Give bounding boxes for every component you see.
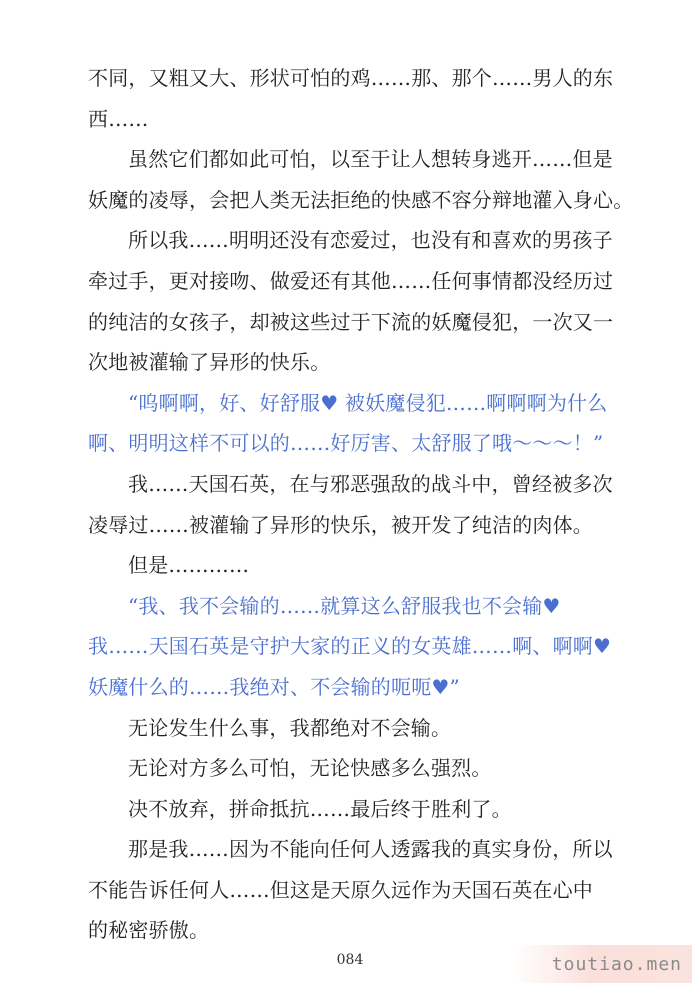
text-line: 牵过手，更对接吻、做爱还有其他……任何事情都没经历过 (88, 268, 614, 293)
dialogue-line: “我、我不会输的……就算这么舒服我也不会输♥ (128, 593, 561, 618)
text-line: 所以我……明明还没有恋爱过，也没有和喜欢的男孩子 (128, 228, 613, 253)
text-line: 次地被灌输了异形的快乐。 (88, 350, 331, 375)
text-line: 不能告诉任何人……但这是天原久远作为天国石英在心中 (88, 877, 593, 902)
dialogue-line: 妖魔什么的……我绝对、不会输的呃呃♥” (88, 674, 460, 699)
dialogue-line: 啊、明明这样不可以的……好厉害、太舒服了哦～～～！” (88, 431, 604, 456)
text-line: 那是我……因为不能向任何人透露我的真实身份，所以 (128, 837, 613, 862)
dialogue-line: “呜啊啊，好、好舒服♥ 被妖魔侵犯……啊啊啊为什么 (128, 390, 608, 415)
text-line: 但是………… (128, 553, 250, 578)
text-line: 不同，又粗又大、形状可怕的鸡……那、那个……男人的东 (88, 66, 614, 90)
text-line: 妖魔的凌辱，会把人类无法拒绝的快感不容分辩地灌入身心。 (88, 187, 634, 212)
text-line: 凌辱过……被灌输了异形的快乐，被开发了纯洁的肉体。 (88, 512, 593, 537)
text-line: 西…… (88, 106, 149, 131)
page-body-text (88, 58, 648, 951)
watermark-badge (512, 945, 692, 983)
text-line: 我……天国石英，在与邪恶强敌的战斗中，曾经被多次 (128, 471, 613, 496)
text-line: 虽然它们都如此可怕，以至于让人想转身逃开……但是 (128, 147, 613, 172)
watermark-text: toutiao.men (551, 953, 682, 975)
text-line: 决不放弃，拼命抵抗……最后终于胜利了。 (128, 796, 512, 821)
text-line: 的秘密骄傲。 (88, 918, 210, 943)
text-line: 无论发生什么事，我都绝对不会输。 (128, 715, 452, 740)
text-line: 无论对方多么可怕，无论快感多么强烈。 (128, 756, 492, 781)
text-line: 的纯洁的女孩子，却被这些过于下流的妖魔侵犯，一次又一 (88, 309, 614, 334)
page-number: 084 (336, 952, 364, 968)
dialogue-line: 我……天国石英是守护大家的正义的女英雄……啊、啊啊♥ (88, 634, 612, 659)
